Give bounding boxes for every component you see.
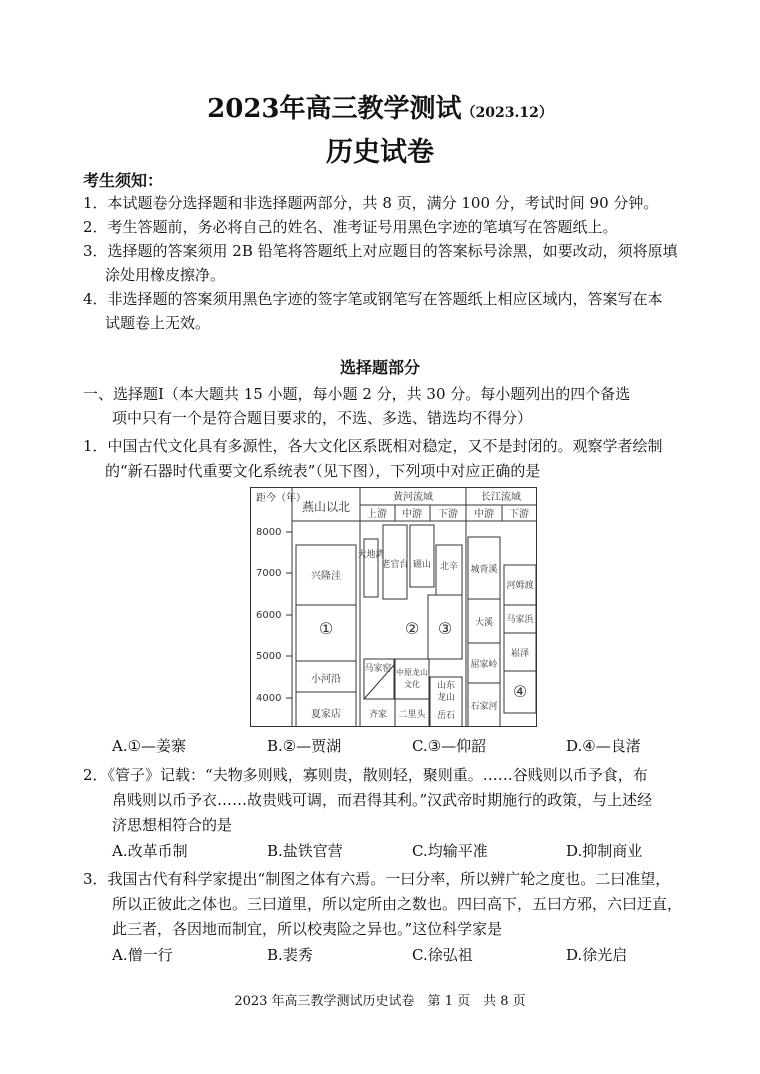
- question-2-stem-cont-1: 帛贱则以币予衣……故贵贱可调，而君得其利。”汉武帝时期施行的政策，与上述经: [112, 791, 653, 809]
- notice-item-4: 4．非选择题的答案须用黑色字迹的签字笔或钢笔写在答题纸上相应区域内，答案写在本: [83, 290, 663, 308]
- title-main: 2023年高三教学测试: [207, 94, 462, 124]
- title-date: （2023.12）: [461, 105, 553, 121]
- q2-option-a[interactable]: A.改革币制: [112, 842, 188, 860]
- yellow-blank-2: ②: [404, 619, 420, 638]
- notice-heading: 考生须知：: [83, 171, 164, 190]
- question-1-stem-cont: 的“新石器时代重要文化系统表”（见下图），下列项中对应正确的是: [105, 462, 541, 480]
- q3-option-b[interactable]: B.裴秀: [267, 946, 313, 964]
- q2-option-c[interactable]: C.均输平准: [412, 842, 488, 860]
- culture-table-svg: [250, 487, 537, 727]
- yellow-laoguantai: 老官台: [381, 560, 409, 570]
- page-subtitle: 历史试卷: [326, 137, 434, 168]
- q1-option-a[interactable]: A.①—姜寨: [112, 737, 187, 755]
- sub-lower-yellow: 下游: [438, 509, 458, 520]
- q1-option-b[interactable]: B.②—贾湖: [267, 737, 342, 755]
- col-yellow-header: 黄河流域: [393, 492, 433, 503]
- year-4000: 4000: [256, 693, 282, 704]
- yellow-shandong: 山东: [436, 681, 456, 691]
- yangtze-blank-4: ④: [512, 682, 528, 701]
- yangtze-qujialing: 屈家岭: [470, 660, 498, 670]
- notice-item-4-cont: 试题卷上无效。: [105, 314, 211, 332]
- yellow-blank-3: ③: [437, 619, 453, 638]
- year-6000: 6000: [256, 610, 282, 621]
- north-xinglongwa: 兴隆洼: [311, 571, 341, 582]
- question-3-stem-cont-2: 此三者，各因地而制宜，所以校夷险之异也。”这位科学家是: [112, 920, 503, 938]
- question-3-stem: 3．我国古代有科学家提出“制图之体有六焉。一曰分率，所以辨广轮之度也。二曰准望，: [83, 870, 671, 888]
- sub-lower-yangtze: 下游: [509, 509, 529, 520]
- notice-item-3-cont: 涂处用橡皮擦净。: [105, 266, 226, 284]
- yellow-cishan: 磁山: [412, 560, 432, 570]
- q3-option-c[interactable]: C.徐弘祖: [412, 946, 473, 964]
- col-north-header: 燕山以北: [301, 500, 351, 514]
- yellow-beixin: 北辛: [439, 562, 459, 572]
- year-8000: 8000: [256, 527, 282, 538]
- page-title: [0, 88, 760, 125]
- culture-system-table: [250, 487, 537, 727]
- yangtze-songze: 崧泽: [510, 649, 530, 659]
- north-xiaoheyan: 小河沿: [311, 674, 341, 685]
- yellow-yueshi: 岳石: [436, 711, 456, 721]
- yangtze-hemudu: 河姆渡: [506, 581, 534, 591]
- yangtze-shijiahe: 石家河: [470, 702, 498, 712]
- yellow-longshan: 龙山: [436, 693, 456, 703]
- q1-option-d[interactable]: D.④—良渚: [566, 737, 641, 755]
- notice-item-2: 2．考生答题前，务必将自己的姓名、准考证号用黑色字迹的笔填写在答题纸上。: [83, 218, 618, 236]
- question-3-stem-cont-1: 所以正彼此之体也。三曰道里，所以定所由之数也。四曰高下，五曰方邪，六曰迂直，: [112, 895, 683, 913]
- section-title: 选择题部分: [339, 358, 420, 377]
- sub-middle-yellow: 中游: [402, 509, 422, 520]
- yangtze-chengbeixi: 城背溪: [470, 565, 498, 575]
- question-1-stem: 1．中国古代文化具有多源性，各大文化区系既相对稳定，又不是封闭的。观察学者绘制: [83, 437, 663, 455]
- yellow-zhongyuan-culture: 文化: [404, 680, 420, 689]
- question-2-stem-cont-2: 济思想相符合的是: [112, 816, 233, 834]
- q3-option-d[interactable]: D.徐光启: [566, 946, 628, 964]
- q3-option-a[interactable]: A.僧一行: [112, 946, 173, 964]
- yellow-zhongyuan-longshan: 中原龙山: [396, 668, 428, 677]
- col-year-header: 距今（年）: [256, 493, 306, 504]
- yellow-erlitou: 二里头: [398, 710, 426, 720]
- year-7000: 7000: [256, 568, 282, 579]
- yangtze-daxi: 大溪: [474, 618, 494, 628]
- yellow-qijia: 齐家: [368, 710, 388, 720]
- part1-instructions: 一、选择题Ⅰ（本大题共 15 小题，每小题 2 分，共 30 分。每小题列出的四个备选: [83, 385, 631, 403]
- north-blank-1: ①: [318, 619, 334, 638]
- notice-item-1: 1．本试题卷分选择题和非选择题两部分，共 8 页，满分 100 分，考试时间 90 分钟。: [83, 194, 659, 212]
- q2-option-b[interactable]: B.盐铁官营: [267, 842, 343, 860]
- page-footer: 2023 年高三教学测试历史试卷 第 1 页 共 8 页: [234, 994, 526, 1009]
- yangtze-majiabang: 马家浜: [506, 615, 534, 625]
- notice-item-3: 3．选择题的答案须用 2B 铅笔将答题纸上对应题目的答案标号涂黑，如要改动，须将原填: [83, 242, 678, 260]
- yellow-dadiwan: 大地湾: [357, 550, 385, 560]
- year-5000: 5000: [256, 651, 282, 662]
- question-2-stem: 2．《管子》记载：“夫物多则贱，寡则贵，散则轻，聚则重。……谷贱则以币予食，布: [83, 766, 648, 784]
- col-yangtze-header: 长江流域: [481, 492, 521, 503]
- sub-upper-yellow: 上游: [367, 509, 387, 520]
- q2-option-d[interactable]: D.抑制商业: [566, 842, 643, 860]
- q1-option-c[interactable]: C.③—仰韶: [412, 737, 487, 755]
- yellow-majiayao: 马家窑: [364, 664, 392, 674]
- sub-middle-yangtze: 中游: [474, 509, 494, 520]
- north-xiajiadian: 夏家店: [311, 709, 341, 720]
- part1-instructions-cont: 项中只有一个是符合题目要求的，不选、多选、错选均不得分）: [112, 409, 533, 427]
